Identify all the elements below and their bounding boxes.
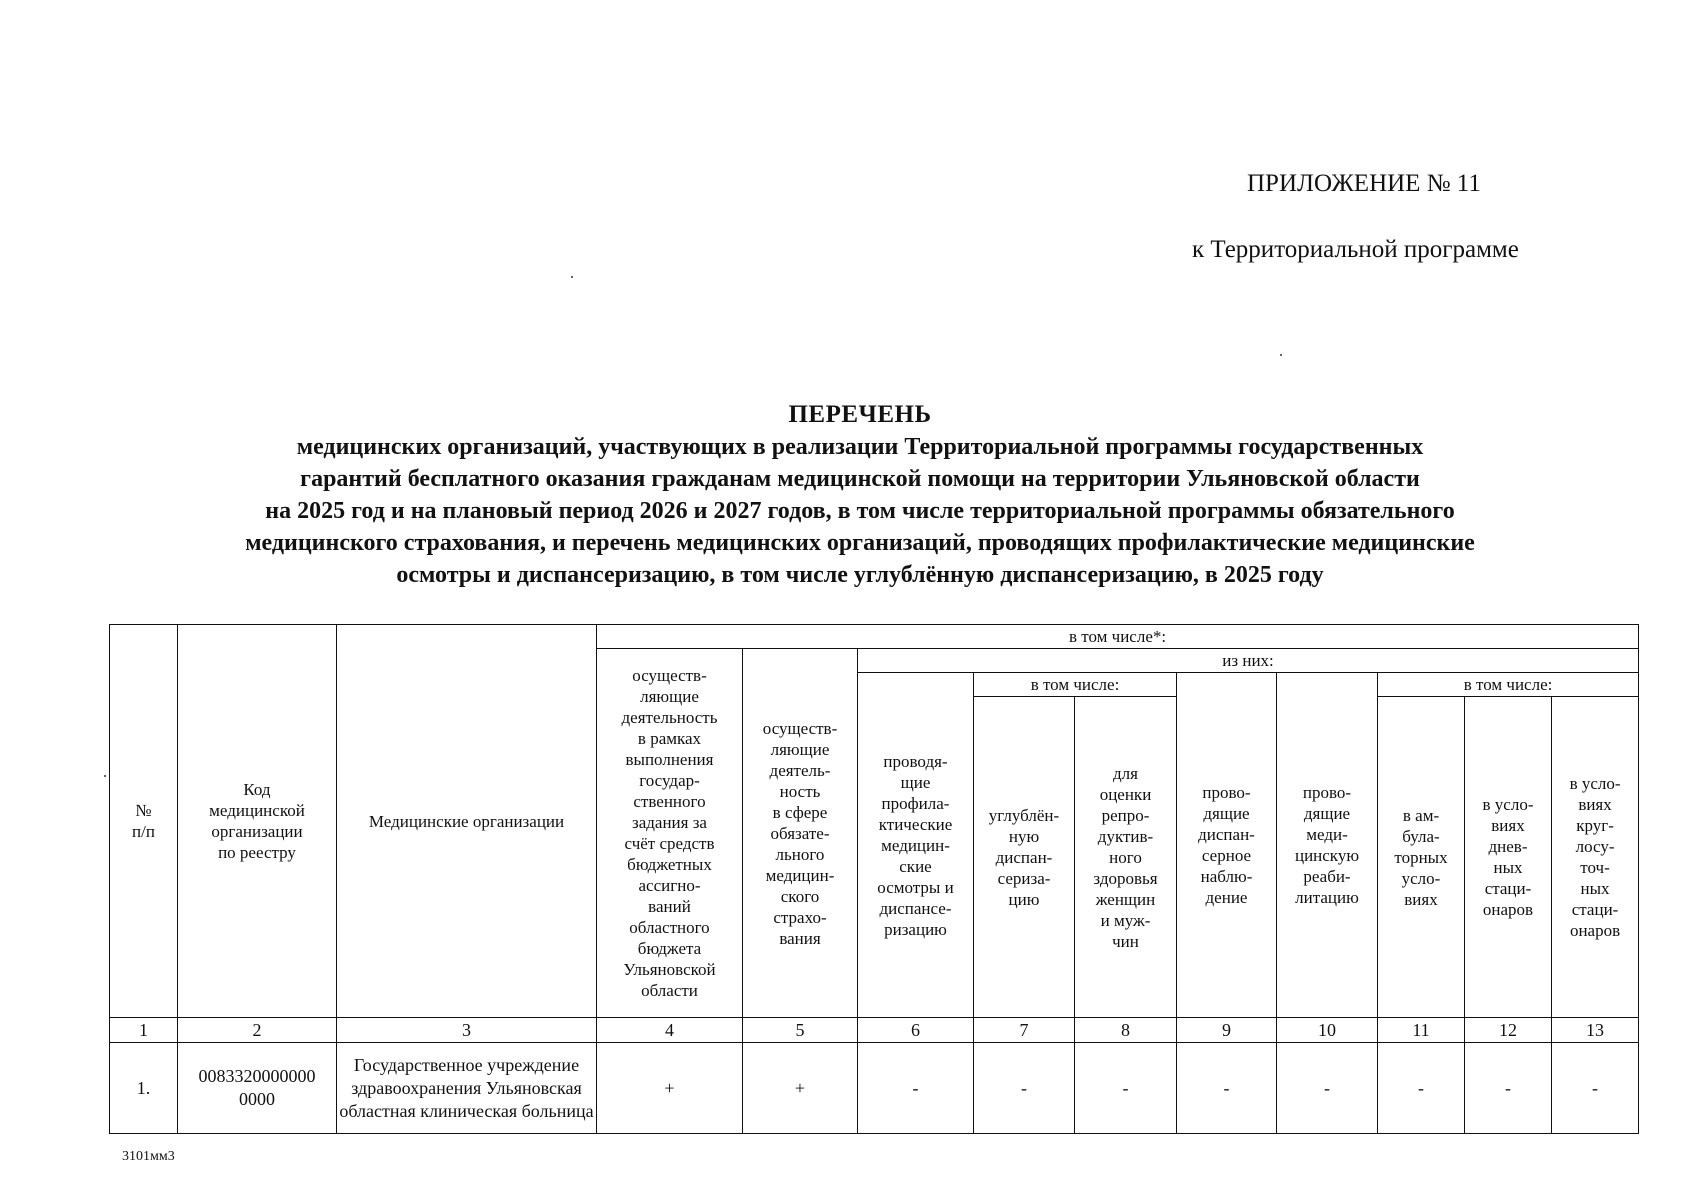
header-including: в том числе*: [597, 625, 1639, 649]
heading-line: медицинских организаций, участвующих в реализации Территориальной программы государственных [296, 434, 1424, 460]
column-number: 8 [1075, 1018, 1177, 1043]
row-code: 0083320000000 0000 [178, 1043, 337, 1134]
row-value-col-12: - [1465, 1043, 1552, 1134]
header-col-2: Код медицинской организации по реестру [178, 625, 337, 1018]
column-number: 7 [974, 1018, 1075, 1043]
header-of-them: из них: [858, 649, 1639, 673]
heading-main: ПЕРЕЧЕНЬ [788, 401, 932, 428]
header-col-1: № п/п [110, 625, 178, 1018]
header-col-4: осуществ- ляющие деятельность в рамках выполнения государ- ственного задания за счёт средств бюджетных ассигно- ваний областного бюджета Ульяновской области [597, 649, 743, 1018]
column-number: 13 [1552, 1018, 1639, 1043]
column-number: 10 [1277, 1018, 1378, 1043]
row-value-col-8: - [1075, 1043, 1177, 1134]
table-row [110, 1043, 1639, 1134]
scan-speck [571, 276, 573, 278]
heading-line: осмотры и диспансеризацию, в том числе углублённую диспансеризацию, в 2025 году [396, 562, 1324, 588]
header-col-11: в ам- була- торных усло- виях [1378, 697, 1465, 1018]
header-col-9: прово- дящие диспан- серное наблю- дение [1177, 673, 1277, 1018]
row-value-col-13: - [1552, 1043, 1639, 1134]
header-col-3: Медицинские организации [337, 625, 597, 1018]
column-number: 2 [178, 1018, 337, 1043]
heading-line: гарантий бесплатного оказания гражданам медицинской помощи на территории Ульяновской области [300, 466, 1420, 492]
header-col-6: проводя- щие профила- ктические медицин- ские осмотры и диспансе- ризацию [858, 673, 974, 1018]
row-value-col-5: + [743, 1043, 858, 1134]
heading-line: на 2025 год и на плановый период 2026 и 2027 годов, в том числе территориальной программы обязательного [265, 498, 1455, 524]
heading-line: медицинского страхования, и перечень медицинских организаций, проводящих профилактические медицинские [245, 530, 1475, 556]
column-number: 1 [110, 1018, 178, 1043]
header-col-10: прово- дящие меди- цинскую реаби- литацию [1277, 673, 1378, 1018]
document-heading [100, 399, 1620, 591]
scan-speck [104, 775, 106, 777]
column-number: 9 [1177, 1018, 1277, 1043]
row-value-col-11: - [1378, 1043, 1465, 1134]
appendix-title: ПРИЛОЖЕНИЕ № 11 [1247, 170, 1481, 197]
header-col-8: для оценки репро- дуктив- ного здоровья женщин и муж- чин [1075, 697, 1177, 1018]
appendix-subtitle: к Территориальной программе [1192, 236, 1519, 263]
header-including-a: в том числе: [974, 673, 1177, 697]
header-col-7: углублён- ную диспан- сериза- цию [974, 697, 1075, 1018]
row-value-col-6: - [858, 1043, 974, 1134]
column-number: 12 [1465, 1018, 1552, 1043]
header-including-b: в том числе: [1378, 673, 1639, 697]
organizations-table [109, 624, 1639, 1134]
row-value-col-10: - [1277, 1043, 1378, 1134]
column-number: 4 [597, 1018, 743, 1043]
row-index: 1. [110, 1043, 178, 1134]
column-number: 6 [858, 1018, 974, 1043]
header-col-5: осуществ- ляющие деятель- ность в сфере обязате- льного медицин- ского страхо- вания [743, 649, 858, 1018]
row-value-col-7: - [974, 1043, 1075, 1134]
row-value-col-9: - [1177, 1043, 1277, 1134]
column-number: 11 [1378, 1018, 1465, 1043]
row-value-col-4: + [597, 1043, 743, 1134]
header-col-12: в усло- виях днев- ных стаци- онаров [1465, 697, 1552, 1018]
scan-speck [1280, 354, 1282, 356]
document-code: 3101мм3 [122, 1149, 175, 1164]
column-number: 5 [743, 1018, 858, 1043]
column-number: 3 [337, 1018, 597, 1043]
header-col-13: в усло- виях круг- лосу- точ- ных стаци- онаров [1552, 697, 1639, 1018]
row-organization-name: Государственное учреждение здравоохранения Ульяновская областная клиническая больница [337, 1043, 597, 1134]
